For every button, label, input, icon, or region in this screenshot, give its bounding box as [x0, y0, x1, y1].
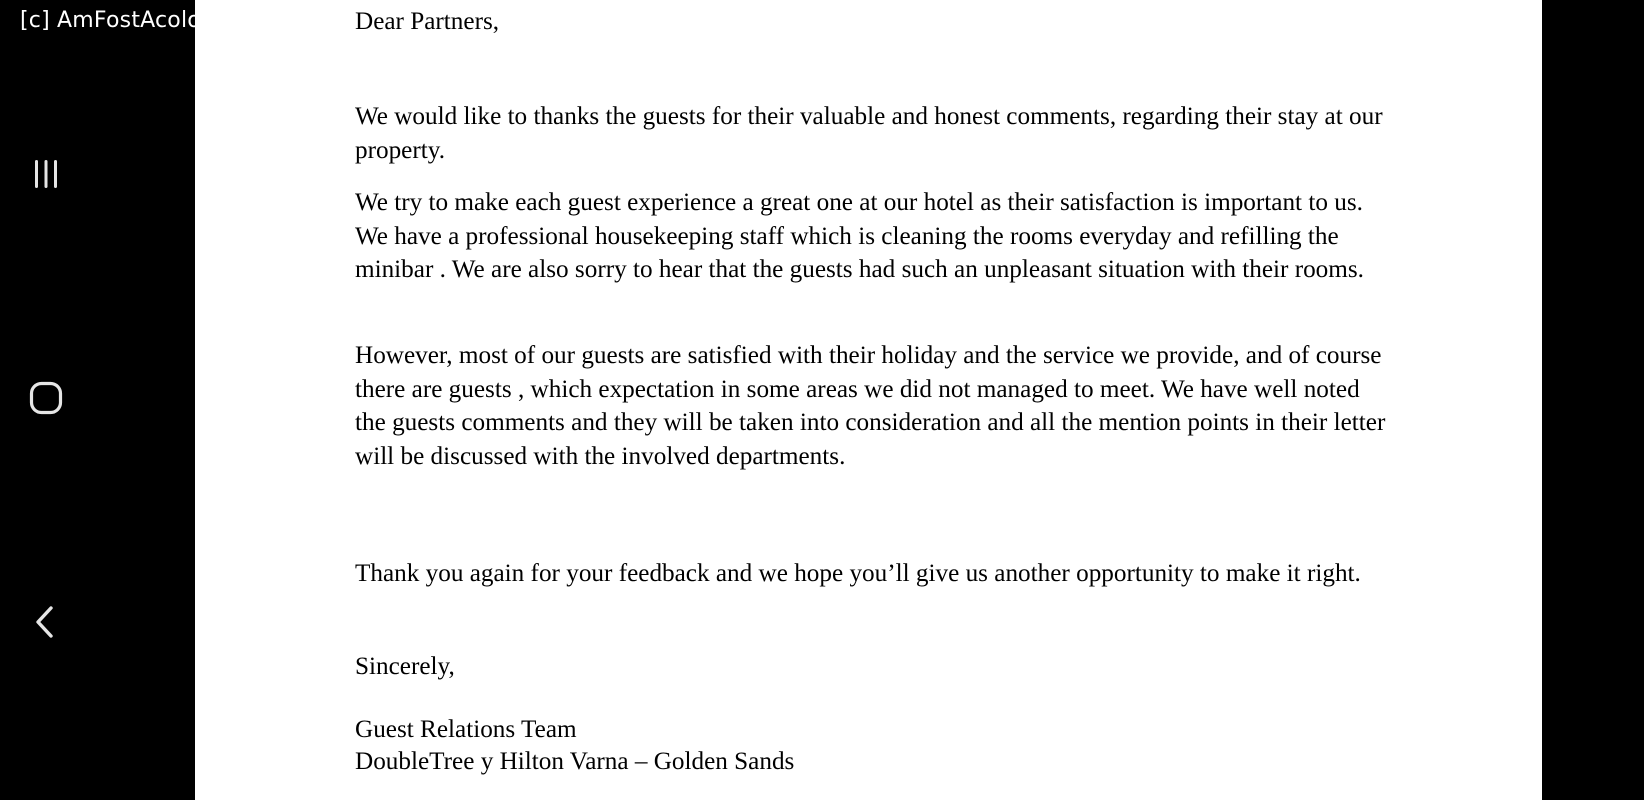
letter-paragraph: We would like to thanks the guests for their valuable and honest comments, regarding their stay at our property. [355, 103, 1383, 164]
letter-closing: Sincerely, [355, 653, 455, 680]
recent-apps-icon [29, 157, 63, 191]
letter-paragraph: Thank you again for your feedback and we hope you’ll give us another opportunity to make it right. [355, 560, 1361, 587]
back-icon [31, 604, 61, 640]
signature-team: Guest Relations Team [355, 716, 577, 743]
navigation-bar [0, 0, 195, 800]
letter-paragraph: However, most of our guests are satisfied with their holiday and the service we provide, and of course there are guests , which expectation in some areas we did not managed to meet. We have well noted the guests comments and they will be taken into consideration and all the mention points in their letter will be discussed with the involved departments. [355, 342, 1386, 470]
back-button[interactable] [26, 602, 66, 642]
document-page [195, 0, 1542, 800]
letter-greeting: Dear Partners, [355, 8, 500, 35]
home-icon [28, 380, 64, 416]
right-margin [1542, 0, 1644, 800]
recent-apps-button[interactable] [26, 154, 66, 194]
signature-hotel: DoubleTree y Hilton Varna – Golden Sands [355, 748, 795, 775]
home-button[interactable] [26, 378, 66, 418]
watermark: [c] AmFostAcolo® [20, 8, 224, 33]
letter-paragraph: We try to make each guest experience a great one at our hotel as their satisfaction is important to us. We have a professional housekeeping staff which is cleaning the rooms everyday and refilling the minibar . We are also sorry to hear that the guests had such an unpleasant situation with their rooms. [355, 189, 1364, 283]
